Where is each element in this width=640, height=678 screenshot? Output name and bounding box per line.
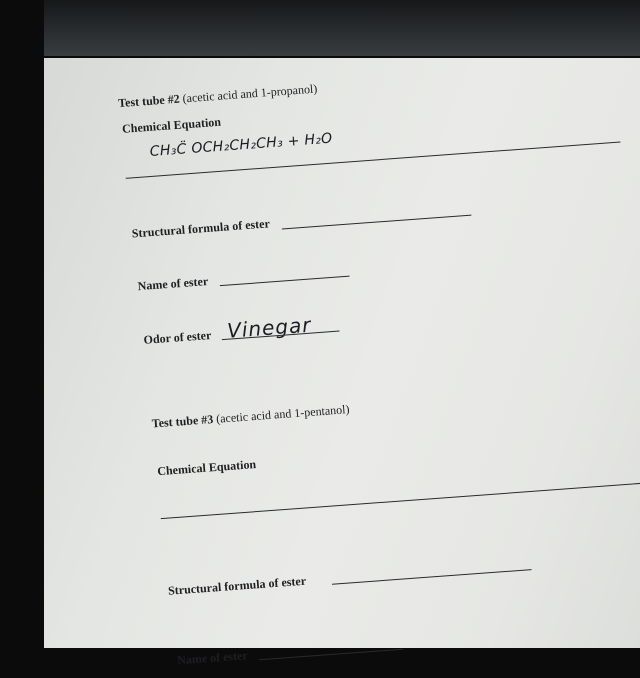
tube2-structural-label: Structural formula of ester [131,216,271,241]
tube2-reagents: (acetic acid and 1-propanol) [182,81,318,106]
tube3-name-label: Name of ester [176,648,249,668]
tube2-equation-label: Chemical Equation [121,114,222,136]
tube3-equation-label: Chemical Equation [156,457,257,479]
tube3-equation-line [161,482,640,520]
tube2-equation-handwriting: CH₃C̈ OCH₂CH₂CH₃ + H₂O [149,130,333,160]
tube2-name-line [220,276,350,287]
tube2-name-label: Name of ester [137,274,209,294]
tube3-title-line [151,402,350,431]
tube2-odor-label: Odor of ester [143,327,212,347]
tube2-heading: Test tube #2 [117,91,181,111]
tube3-heading: Test tube #3 [151,412,214,431]
tube3-name-line [259,649,403,661]
tube3-reagents: (acetic acid and 1-pentanol) [215,402,350,426]
tube3-structural-line [332,569,532,585]
tube3-structural-label: Structural formula of ester [167,573,307,598]
tube2-odor-handwriting: Vinegar [226,312,313,343]
tube2-structural-line [282,215,472,230]
tube2-title-line [118,82,318,112]
